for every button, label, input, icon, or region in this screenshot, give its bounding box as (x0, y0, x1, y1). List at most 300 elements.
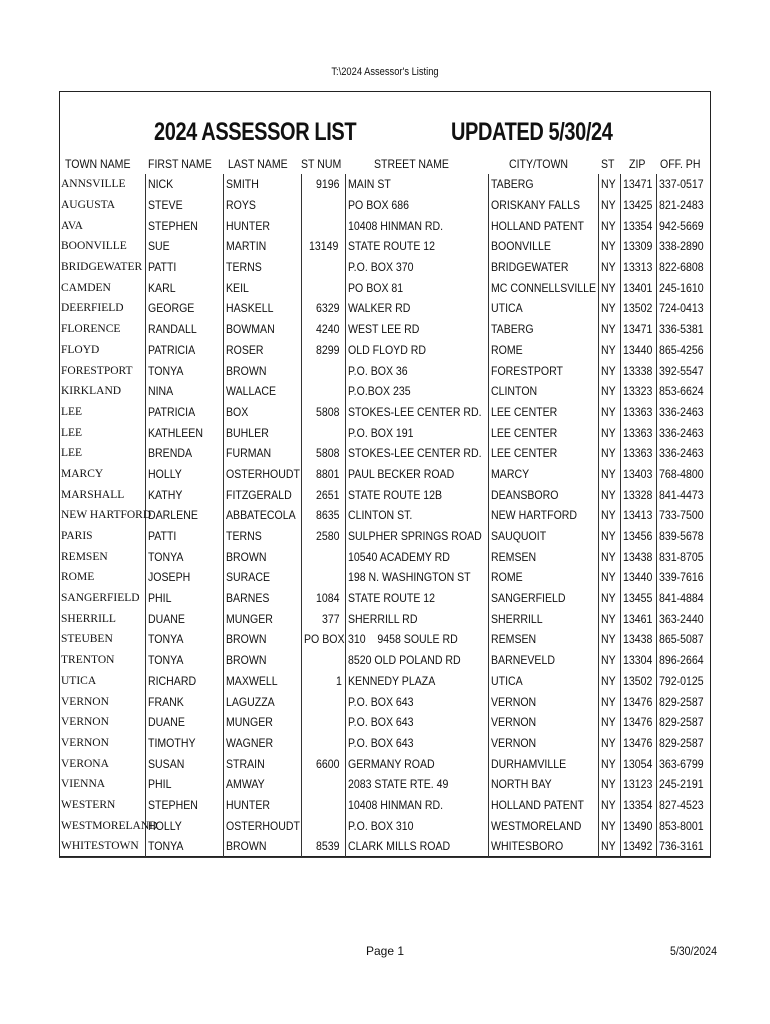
street-cell: STOKES-LEE CENTER RD. (345, 443, 488, 464)
town-cell: DEERFIELD (61, 302, 124, 315)
st-num-cell: 13149 (301, 236, 345, 257)
city-cell: ROME (488, 340, 598, 361)
st-num-cell: 8801 (301, 464, 345, 485)
st-num-cell (301, 257, 345, 278)
phone-cell: 336-5381 (656, 319, 711, 340)
city-cell: MC CONNELLSVILLE (488, 277, 598, 298)
state-cell: NY (598, 174, 620, 195)
phone-cell: 827-4523 (656, 795, 711, 816)
col-header-city: CITY/TOWN (509, 157, 569, 171)
town-cell: UTICA (61, 674, 97, 687)
city-cell: WESTMORELAND (488, 815, 598, 836)
page-title: 2024 ASSESSOR LIST (154, 118, 357, 146)
st-num-cell: 2580 (301, 526, 345, 547)
town-cell: KIRKLAND (61, 385, 122, 398)
street-cell: P.O. BOX 191 (345, 422, 488, 443)
zip-cell: 13492 (620, 836, 656, 857)
last-name-cell: FURMAN (223, 443, 301, 464)
town-cell: FLOYD (61, 343, 100, 356)
first-name-cell: RICHARD (145, 671, 223, 692)
state-cell: NY (598, 650, 620, 671)
street-cell: STATE ROUTE 12 (345, 236, 488, 257)
footer-date: 5/30/2024 (670, 944, 717, 958)
state-cell: NY (598, 588, 620, 609)
zip-cell: 13456 (620, 526, 656, 547)
state-cell: NY (598, 629, 620, 650)
zip-cell: 13338 (620, 360, 656, 381)
state-cell: NY (598, 277, 620, 298)
last-name-cell: STRAIN (223, 753, 301, 774)
phone-cell: 821-2483 (656, 195, 711, 216)
last-name-cell: TERNS (223, 526, 301, 547)
phone-cell: 336-2463 (656, 422, 711, 443)
street-cell: MAIN ST (345, 174, 488, 195)
zip-cell: 13440 (620, 567, 656, 588)
town-cell: MARSHALL (61, 488, 125, 501)
first-name-cell: TONYA (145, 629, 223, 650)
phone-cell: 336-2463 (656, 402, 711, 423)
town-cell: VERNON (61, 695, 109, 708)
table-row (59, 277, 711, 298)
street-cell: STOKES-LEE CENTER RD. (345, 402, 488, 423)
last-name-cell: BROWN (223, 360, 301, 381)
city-cell: LEE CENTER (488, 422, 598, 443)
first-name-cell: STEPHEN (145, 215, 223, 236)
state-cell: NY (598, 526, 620, 547)
phone-cell: 942-5669 (656, 215, 711, 236)
st-num-cell: PO BOX (301, 629, 345, 650)
city-cell: UTICA (488, 298, 598, 319)
town-cell: STEUBEN (61, 633, 113, 646)
page-number: Page 1 (365, 944, 405, 958)
table-row (59, 546, 711, 567)
table-row (59, 236, 711, 257)
street-cell: WEST LEE RD (345, 319, 488, 340)
town-cell: FORESTPORT (61, 364, 133, 377)
city-cell: VERNON (488, 691, 598, 712)
st-num-cell: 2651 (301, 484, 345, 505)
table-row (59, 733, 711, 754)
last-name-cell: MUNGER (223, 712, 301, 733)
first-name-cell: STEVE (145, 195, 223, 216)
city-cell: HOLLAND PATENT (488, 795, 598, 816)
last-name-cell: BROWN (223, 650, 301, 671)
phone-cell: 336-2463 (656, 443, 711, 464)
state-cell: NY (598, 774, 620, 795)
table-row (59, 650, 711, 671)
first-name-cell: TIMOTHY (145, 733, 223, 754)
st-num-cell (301, 215, 345, 236)
city-cell: NEW HARTFORD (488, 505, 598, 526)
st-num-cell (301, 195, 345, 216)
zip-cell: 13363 (620, 422, 656, 443)
street-cell: SHERRILL RD (345, 608, 488, 629)
phone-cell: 768-4800 (656, 464, 711, 485)
last-name-cell: LAGUZZA (223, 691, 301, 712)
state-cell: NY (598, 815, 620, 836)
first-name-cell: TONYA (145, 836, 223, 857)
st-num-cell (301, 795, 345, 816)
city-cell: DEANSBORO (488, 484, 598, 505)
state-cell: NY (598, 753, 620, 774)
zip-cell: 13471 (620, 174, 656, 195)
city-cell: TABERG (488, 319, 598, 340)
street-cell: STATE ROUTE 12 (345, 588, 488, 609)
st-num-cell: 8635 (301, 505, 345, 526)
state-cell: NY (598, 236, 620, 257)
table-row (59, 484, 711, 505)
zip-cell: 13323 (620, 381, 656, 402)
state-cell: NY (598, 691, 620, 712)
col-header-town: TOWN NAME (64, 157, 131, 171)
street-cell: 310 9458 SOULE RD (345, 629, 488, 650)
town-cell: FLORENCE (61, 323, 121, 336)
st-num-cell (301, 360, 345, 381)
street-cell: P.O. BOX 310 (345, 815, 488, 836)
table-row (59, 629, 711, 650)
file-path-header: T:\2024 Assessor's Listing (331, 66, 439, 78)
street-cell: CLARK MILLS ROAD (345, 836, 488, 857)
street-cell: P.O. BOX 643 (345, 691, 488, 712)
first-name-cell: KATHY (145, 484, 223, 505)
state-cell: NY (598, 567, 620, 588)
last-name-cell: AMWAY (223, 774, 301, 795)
st-num-cell (301, 381, 345, 402)
zip-cell: 13363 (620, 402, 656, 423)
table-row (59, 836, 711, 857)
last-name-cell: SMITH (223, 174, 301, 195)
phone-cell: 829-2587 (656, 733, 711, 754)
first-name-cell: PATTI (145, 526, 223, 547)
last-name-cell: HASKELL (223, 298, 301, 319)
table-row (59, 505, 711, 526)
phone-cell: 829-2587 (656, 691, 711, 712)
city-cell: LEE CENTER (488, 443, 598, 464)
state-cell: NY (598, 836, 620, 857)
town-cell: AUGUSTA (61, 199, 116, 212)
st-num-cell: 377 (301, 608, 345, 629)
city-cell: REMSEN (488, 546, 598, 567)
zip-cell: 13440 (620, 340, 656, 361)
city-cell: TABERG (488, 174, 598, 195)
state-cell: NY (598, 215, 620, 236)
st-num-cell: 8539 (301, 836, 345, 857)
city-cell: NORTH BAY (488, 774, 598, 795)
town-cell: ROME (61, 571, 95, 584)
last-name-cell: OSTERHOUDT (223, 464, 301, 485)
zip-cell: 13476 (620, 733, 656, 754)
st-num-cell (301, 567, 345, 588)
street-cell: CLINTON ST. (345, 505, 488, 526)
table-row (59, 195, 711, 216)
phone-cell: 363-6799 (656, 753, 711, 774)
street-cell: 8520 OLD POLAND RD (345, 650, 488, 671)
last-name-cell: BUHLER (223, 422, 301, 443)
last-name-cell: BROWN (223, 629, 301, 650)
zip-cell: 13438 (620, 546, 656, 567)
phone-cell: 896-2664 (656, 650, 711, 671)
table-row (59, 174, 711, 195)
city-cell: SHERRILL (488, 608, 598, 629)
table-row (59, 608, 711, 629)
zip-cell: 13490 (620, 815, 656, 836)
town-cell: TRENTON (61, 654, 115, 667)
zip-cell: 13354 (620, 215, 656, 236)
updated-date: UPDATED 5/30/24 (451, 118, 613, 146)
phone-cell: 831-8705 (656, 546, 711, 567)
st-num-cell (301, 691, 345, 712)
last-name-cell: BROWN (223, 546, 301, 567)
state-cell: NY (598, 422, 620, 443)
state-cell: NY (598, 298, 620, 319)
table-row (59, 381, 711, 402)
table-row (59, 691, 711, 712)
street-cell: 10408 HINMAN RD. (345, 215, 488, 236)
table-row (59, 774, 711, 795)
city-cell: SANGERFIELD (488, 588, 598, 609)
zip-cell: 13363 (620, 443, 656, 464)
state-cell: NY (598, 464, 620, 485)
street-cell: KENNEDY PLAZA (345, 671, 488, 692)
city-cell: BRIDGEWATER (488, 257, 598, 278)
table-row (59, 422, 711, 443)
last-name-cell: ABBATECOLA (223, 505, 301, 526)
st-num-cell: 4240 (301, 319, 345, 340)
zip-cell: 13354 (620, 795, 656, 816)
phone-cell: 865-4256 (656, 340, 711, 361)
street-cell: P.O. BOX 36 (345, 360, 488, 381)
table-row (59, 257, 711, 278)
st-num-cell (301, 422, 345, 443)
city-cell: HOLLAND PATENT (488, 215, 598, 236)
table-row (59, 815, 711, 836)
col-header-st-num: ST NUM (301, 157, 342, 171)
first-name-cell: HOLLY (145, 815, 223, 836)
town-cell: WESTMORELAND (61, 819, 158, 832)
first-name-cell: HOLLY (145, 464, 223, 485)
st-num-cell: 1 (301, 671, 345, 692)
town-cell: BRIDGEWATER (61, 261, 143, 274)
city-cell: UTICA (488, 671, 598, 692)
st-num-cell (301, 815, 345, 836)
first-name-cell: SUE (145, 236, 223, 257)
first-name-cell: RANDALL (145, 319, 223, 340)
street-cell: P.O. BOX 643 (345, 733, 488, 754)
town-cell: WESTERN (61, 798, 116, 811)
first-name-cell: DARLENE (145, 505, 223, 526)
col-header-phone: OFF. PH (660, 157, 701, 171)
town-cell: LEE (61, 447, 83, 460)
town-cell: VERNON (61, 716, 109, 729)
first-name-cell: DUANE (145, 712, 223, 733)
town-cell: VERNON (61, 736, 109, 749)
table-row (59, 340, 711, 361)
state-cell: NY (598, 360, 620, 381)
last-name-cell: FITZGERALD (223, 484, 301, 505)
st-num-cell (301, 546, 345, 567)
state-cell: NY (598, 733, 620, 754)
state-cell: NY (598, 257, 620, 278)
table-row (59, 443, 711, 464)
zip-cell: 13401 (620, 277, 656, 298)
city-cell: REMSEN (488, 629, 598, 650)
street-cell: PO BOX 81 (345, 277, 488, 298)
first-name-cell: PHIL (145, 774, 223, 795)
phone-cell: 853-6624 (656, 381, 711, 402)
state-cell: NY (598, 319, 620, 340)
street-cell: WALKER RD (345, 298, 488, 319)
city-cell: BOONVILLE (488, 236, 598, 257)
col-header-last-name: LAST NAME (228, 157, 288, 171)
town-cell: MARCY (61, 467, 104, 480)
last-name-cell: BARNES (223, 588, 301, 609)
first-name-cell: SUSAN (145, 753, 223, 774)
st-num-cell (301, 774, 345, 795)
zip-cell: 13502 (620, 298, 656, 319)
st-num-cell: 1084 (301, 588, 345, 609)
street-cell: P.O. BOX 643 (345, 712, 488, 733)
first-name-cell: NICK (145, 174, 223, 195)
st-num-cell (301, 712, 345, 733)
zip-cell: 13471 (620, 319, 656, 340)
street-cell: P.O.BOX 235 (345, 381, 488, 402)
zip-cell: 13438 (620, 629, 656, 650)
header-row (59, 154, 711, 174)
city-cell: MARCY (488, 464, 598, 485)
first-name-cell: GEORGE (145, 298, 223, 319)
phone-cell: 724-0413 (656, 298, 711, 319)
table-row (59, 753, 711, 774)
last-name-cell: SURACE (223, 567, 301, 588)
last-name-cell: MARTIN (223, 236, 301, 257)
zip-cell: 13328 (620, 484, 656, 505)
state-cell: NY (598, 402, 620, 423)
city-cell: VERNON (488, 733, 598, 754)
zip-cell: 13403 (620, 464, 656, 485)
st-num-cell: 6329 (301, 298, 345, 319)
st-num-cell: 9196 (301, 174, 345, 195)
phone-cell: 829-2587 (656, 712, 711, 733)
zip-cell: 13123 (620, 774, 656, 795)
first-name-cell: KARL (145, 277, 223, 298)
table-row (59, 526, 711, 547)
town-cell: WHITESTOWN (59, 836, 145, 857)
table-row (59, 567, 711, 588)
table-row (59, 360, 711, 381)
town-cell: LEE (61, 426, 83, 439)
state-cell: NY (598, 195, 620, 216)
town-cell: PARIS (61, 530, 93, 543)
state-cell: NY (598, 712, 620, 733)
phone-cell: 363-2440 (656, 608, 711, 629)
table-row (59, 215, 711, 236)
last-name-cell: WALLACE (223, 381, 301, 402)
city-cell: SAUQUOIT (488, 526, 598, 547)
assessor-table (59, 154, 711, 858)
zip-cell: 13461 (620, 608, 656, 629)
col-header-street-name: STREET NAME (373, 157, 449, 171)
city-cell: VERNON (488, 712, 598, 733)
first-name-cell: PATTI (145, 257, 223, 278)
last-name-cell: WAGNER (223, 733, 301, 754)
town-cell: VIENNA (61, 778, 106, 791)
town-cell: AVA (61, 219, 83, 232)
street-cell: SULPHER SPRINGS ROAD (345, 526, 488, 547)
city-cell: CLINTON (488, 381, 598, 402)
last-name-cell: HUNTER (223, 215, 301, 236)
zip-cell: 13413 (620, 505, 656, 526)
first-name-cell: TONYA (145, 546, 223, 567)
state-cell: NY (598, 443, 620, 464)
first-name-cell: DUANE (145, 608, 223, 629)
state-cell: NY (598, 340, 620, 361)
phone-cell: 792-0125 (656, 671, 711, 692)
phone-cell: 853-8001 (656, 815, 711, 836)
street-cell: 10540 ACADEMY RD (345, 546, 488, 567)
city-cell: ORISKANY FALLS (488, 195, 598, 216)
table-row (59, 671, 711, 692)
last-name-cell: BOWMAN (223, 319, 301, 340)
first-name-cell: PATRICIA (145, 402, 223, 423)
st-num-cell: 8299 (301, 340, 345, 361)
phone-cell: 841-4473 (656, 484, 711, 505)
city-cell: BARNEVELD (488, 650, 598, 671)
street-cell: 2083 STATE RTE. 49 (345, 774, 488, 795)
state-cell: NY (598, 671, 620, 692)
street-cell: 10408 HINMAN RD. (345, 795, 488, 816)
phone-cell: 822-6808 (656, 257, 711, 278)
town-cell: REMSEN (61, 550, 108, 563)
phone-cell: 865-5087 (656, 629, 711, 650)
table-row (59, 319, 711, 340)
state-cell: NY (598, 795, 620, 816)
st-num-cell: 5808 (301, 402, 345, 423)
phone-cell: 392-5547 (656, 360, 711, 381)
st-num-cell (301, 733, 345, 754)
phone-cell: 733-7500 (656, 505, 711, 526)
col-header-state: ST (601, 157, 615, 171)
street-cell: OLD FLOYD RD (345, 340, 488, 361)
state-cell: NY (598, 505, 620, 526)
last-name-cell: HUNTER (223, 795, 301, 816)
zip-cell: 13476 (620, 712, 656, 733)
zip-cell: 13309 (620, 236, 656, 257)
state-cell: NY (598, 381, 620, 402)
phone-cell: 339-7616 (656, 567, 711, 588)
town-cell: ANNSVILLE (61, 178, 126, 191)
col-header-first-name: FIRST NAME (147, 157, 212, 171)
town-cell: NEW HARTFORD (61, 509, 152, 522)
town-cell: BOONVILLE (61, 240, 127, 253)
zip-cell: 13425 (620, 195, 656, 216)
st-num-cell (301, 277, 345, 298)
street-cell: 198 N. WASHINGTON ST (345, 567, 488, 588)
first-name-cell: PHIL (145, 588, 223, 609)
last-name-cell: ROSER (223, 340, 301, 361)
state-cell: NY (598, 546, 620, 567)
phone-cell: 337-0517 (656, 174, 711, 195)
town-cell: SHERRILL (61, 612, 116, 625)
zip-cell: 13502 (620, 671, 656, 692)
table-row (59, 298, 711, 319)
phone-cell: 841-4884 (656, 588, 711, 609)
state-cell: NY (598, 608, 620, 629)
st-num-cell: 6600 (301, 753, 345, 774)
city-cell: DURHAMVILLE (488, 753, 598, 774)
street-cell: P.O. BOX 370 (345, 257, 488, 278)
zip-cell: 13054 (620, 753, 656, 774)
town-cell: VERONA (61, 757, 109, 770)
